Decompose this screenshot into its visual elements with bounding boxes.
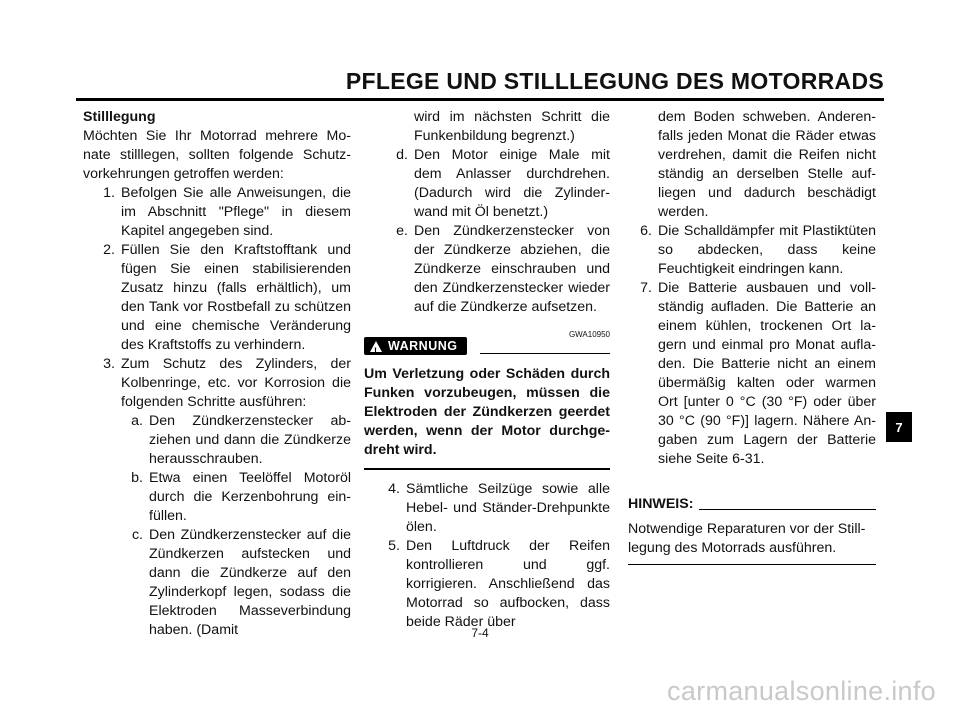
list-item bbox=[83, 241, 351, 355]
list-text: Befolgen Sie alle Anweisungen, die im Abschnitt "Pflege" in diesem Kapitel angegeben sind. bbox=[121, 185, 351, 239]
sub-list-text: Den Motor einige Male mit dem Anlasser durchdrehen. (Dadurch wird die Zylinderwand mit Öl benetzt.) bbox=[414, 147, 610, 220]
chapter-tab: 7 bbox=[886, 412, 912, 442]
note-label: HINWEIS: bbox=[628, 496, 694, 512]
sub-list-letter: c. bbox=[131, 527, 143, 543]
list-number: 7. bbox=[640, 280, 652, 296]
sub-list-letter: e. bbox=[396, 223, 408, 239]
warning-code: GWA10950 bbox=[568, 330, 610, 339]
list-text: Die Schalldämpfer mit Plastiktüten so abdecken, dass keine Feuchtigkeit eindringen kann. bbox=[658, 223, 876, 277]
warning-label: WARNUNG bbox=[388, 338, 458, 353]
warning-rule bbox=[480, 353, 610, 354]
list-text: Die Batterie ausbauen und vollständig aufladen. Die Batterie an einem kühlen, trockenen Ort lagern und einmal pro Monat aufladen. Die Batterie nicht an einem übermäßig kalten oder warmen Ort [unter 0 °C (30 °F) oder über 30 °C (90 °F)] lagern. Nähere Angaben zum Lagern der Batterie siehe Seite 6-31. bbox=[658, 280, 876, 467]
page-number: 7-4 bbox=[471, 626, 489, 640]
list-item bbox=[628, 279, 876, 469]
list-number: 6. bbox=[640, 223, 652, 239]
list-item bbox=[83, 355, 351, 412]
list-text: Zum Schutz des Zylinders, der Kolbenringe, etc. vor Korrosion die folgenden Schritte ausführen: bbox=[121, 356, 351, 410]
note-rule bbox=[699, 509, 876, 510]
sub-list-item bbox=[364, 146, 610, 222]
sub-list-text: Etwa einen Teelöffel Motoröl durch die Kerzenbohrung einfüllen. bbox=[149, 470, 351, 524]
continued-text: dem Boden schweben. Anderenfalls jeden Monat die Räder etwas verdrehen, damit die Reifen nicht ständig an derselben Stelle aufliegen und dadurch beschädigt werden. bbox=[658, 109, 876, 220]
sub-list-text: Den Zündkerzenstecker abziehen und dann die Zündkerze herausschrauben. bbox=[149, 413, 351, 467]
note-text: Notwendige Reparaturen vor der Stilllegung des Motorrads ausführen. bbox=[628, 520, 876, 565]
list-text: Den Luftdruck der Reifen kontrollieren und ggf. korrigieren. Anschließend das Motorrad so aufbocken, dass beide Räder über bbox=[406, 538, 610, 630]
list-item bbox=[628, 222, 876, 279]
list-number: 3. bbox=[103, 356, 115, 372]
list-number: 1. bbox=[103, 185, 115, 201]
sub-list-letter: d. bbox=[396, 147, 408, 163]
sub-list-text: Den Zündkerzenstecker auf die Zündkerzen aufstecken und dann die Zündkerze auf den Zylinderkopf legen, sodass die Elektroden Masseverbindung haben. (Damit bbox=[149, 527, 351, 638]
list-item bbox=[364, 537, 610, 632]
warning-text: Um Verletzung oder Schäden durch Funken vorzubeugen, müssen die Elektroden der Zündkerzen geerdet werden, wenn der Motor durchgedreht wird. bbox=[364, 365, 610, 470]
column-2 bbox=[364, 108, 610, 632]
intro-paragraph: Möchten Sie Ihr Motorrad mehrere Monate stilllegen, sollten folgende Schutzvorkehrungen getroffen werden: bbox=[83, 128, 351, 182]
warning-header bbox=[364, 325, 610, 355]
column-3 bbox=[628, 108, 876, 565]
header-rule bbox=[76, 98, 884, 101]
sub-list-letter: b. bbox=[131, 470, 143, 486]
page-title: PFLEGE UND STILLLEGUNG DES MOTORRADS bbox=[345, 68, 884, 94]
column-1 bbox=[83, 108, 351, 640]
sub-list-letter: a. bbox=[131, 413, 143, 429]
sub-list-text: Den Zündkerzenstecker von der Zündkerze abziehen, die Zündkerze einschrauben und den Zündkerzenstecker wieder auf die Zündkerze aufsetzen. bbox=[414, 223, 610, 315]
sub-list-item bbox=[83, 412, 351, 469]
sub-list-item bbox=[83, 526, 351, 640]
continued-text: wird im nächsten Schritt die Funkenbildung begrenzt.) bbox=[414, 109, 610, 144]
list-number: 5. bbox=[388, 538, 400, 554]
list-item bbox=[364, 480, 610, 537]
list-number: 4. bbox=[388, 481, 400, 497]
sub-list-item bbox=[364, 222, 610, 317]
list-item bbox=[83, 184, 351, 241]
watermark: carmanualsonline.info bbox=[667, 676, 936, 706]
sub-list-item bbox=[83, 469, 351, 526]
warning-triangle-icon bbox=[370, 341, 382, 352]
warning-badge bbox=[364, 337, 467, 355]
section-heading: Stilllegung bbox=[83, 109, 156, 125]
note-header bbox=[628, 495, 876, 514]
list-text: Füllen Sie den Kraftstofftank und fügen Sie einen stabilisierenden Zusatz hinzu (falls erhältlich), um den Tank vor Rostbefall zu schützen und eine chemische Veränderung des Kraftstoffs zu verhindern. bbox=[121, 242, 351, 353]
list-number: 2. bbox=[103, 242, 115, 258]
list-text: Sämtliche Seilzüge sowie alle Hebel- und Ständer-Drehpunkte ölen. bbox=[406, 481, 610, 535]
